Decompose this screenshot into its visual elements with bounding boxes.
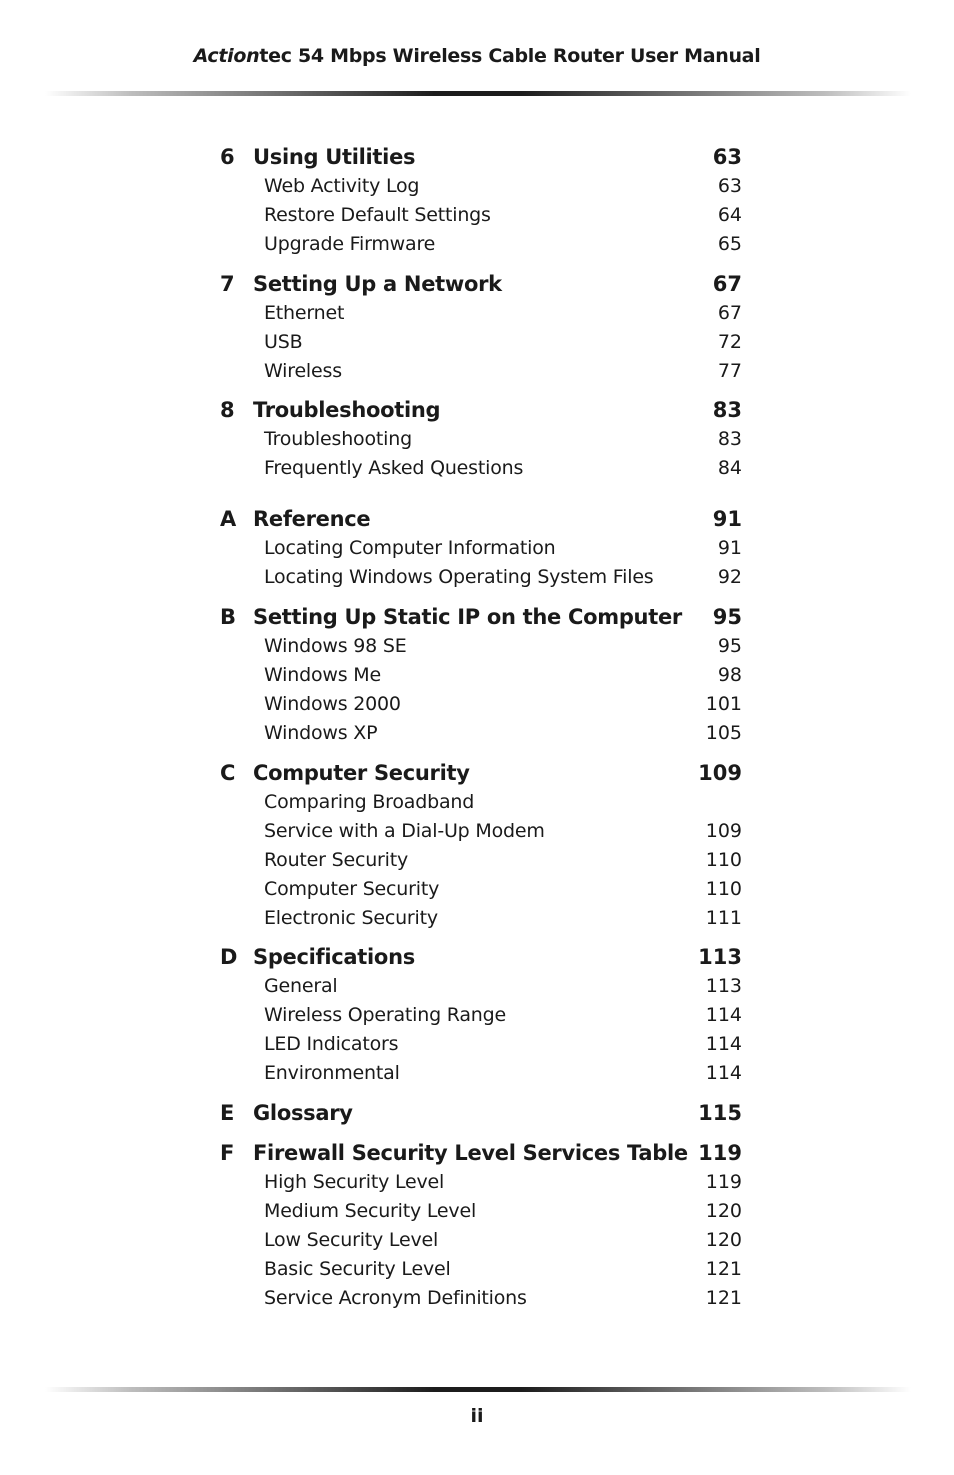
section-heading[interactable] [220,1101,742,1131]
entry-page: 109 [705,820,742,842]
entry-label: Frequently Asked Questions [264,457,524,479]
toc-entry[interactable] [220,566,742,595]
toc-entry[interactable] [220,907,742,936]
page-number: ii [470,1405,484,1427]
entry-page: 64 [717,204,742,226]
toc-entry[interactable] [220,1171,742,1200]
entry-label: Locating Windows Operating System Files [264,566,654,588]
entry-label: Wireless [264,360,342,382]
toc-entry[interactable] [220,1229,742,1258]
entry-label: Environmental [264,1062,400,1084]
toc-entry[interactable] [220,537,742,566]
section-heading[interactable] [220,605,742,635]
entry-page: 91 [717,537,742,559]
toc-entry[interactable] [220,635,742,664]
entry-label: Windows 98 SE [264,635,407,657]
section-title: Specifications [253,945,415,969]
entry-page: 98 [717,664,742,686]
entry-label: LED Indicators [264,1033,399,1055]
section-heading[interactable] [220,398,742,428]
section-number: 7 [220,272,235,296]
running-header [0,45,954,67]
header-brand: Action [193,45,260,67]
toc-entry[interactable] [220,331,742,360]
entry-label: Comparing Broadband [264,791,475,813]
entry-page: 95 [717,635,742,657]
toc-entry[interactable] [220,360,742,389]
entry-page: 121 [705,1258,742,1280]
entry-page: 63 [717,175,742,197]
entry-page: 114 [705,1004,742,1026]
section-page: 91 [712,507,742,531]
section-number: E [220,1101,235,1125]
entry-page: 114 [705,1033,742,1055]
entry-page: 83 [717,428,742,450]
toc-entry[interactable] [220,1287,742,1316]
section-title: Reference [253,507,371,531]
toc-entry[interactable] [220,664,742,693]
section-number: B [220,605,237,629]
section-number: D [220,945,238,969]
section-heading[interactable] [220,945,742,975]
section-title: Setting Up a Network [253,272,502,296]
section-heading[interactable] [220,272,742,302]
section-page: 95 [712,605,742,629]
toc-entry[interactable] [220,302,742,331]
toc-section [220,398,742,486]
section-title: Using Utilities [253,145,416,169]
entry-label: Upgrade Firmware [264,233,436,255]
toc-entry[interactable] [220,693,742,722]
section-title: Setting Up Static IP on the Computer [253,605,682,629]
toc-entry[interactable] [220,204,742,233]
entry-label: Locating Computer Information [264,537,556,559]
entry-page: 77 [717,360,742,382]
entry-page: 72 [717,331,742,353]
entry-label: Web Activity Log [264,175,420,197]
section-heading[interactable] [220,145,742,175]
entry-label: USB [264,331,303,353]
section-page: 83 [712,398,742,422]
toc-entry[interactable] [220,975,742,1004]
entry-page: 101 [705,693,742,715]
section-page: 115 [698,1101,742,1125]
toc-entry[interactable] [220,849,742,878]
section-page: 63 [712,145,742,169]
entry-page: 121 [705,1287,742,1309]
toc-entry[interactable] [220,791,742,820]
entry-label: Medium Security Level [264,1200,477,1222]
toc-entry[interactable] [220,878,742,907]
entry-page: 111 [705,907,742,929]
entry-label: Router Security [264,849,409,871]
entry-label: Basic Security Level [264,1258,451,1280]
toc-entry[interactable] [220,722,742,751]
entry-page: 114 [705,1062,742,1084]
entry-label: Restore Default Settings [264,204,491,226]
entry-label: Troubleshooting [264,428,412,450]
section-number: F [220,1141,235,1165]
toc-entry[interactable] [220,428,742,457]
entry-page: 120 [705,1229,742,1251]
toc-entry[interactable] [220,457,742,486]
section-heading[interactable] [220,1141,742,1171]
header-rule [45,91,911,96]
entry-label: Service with a Dial-Up Modem [264,820,545,842]
entry-label: Electronic Security [264,907,438,929]
entry-page: 120 [705,1200,742,1222]
section-title: Computer Security [253,761,470,785]
toc-section [220,605,742,751]
entry-page: 67 [717,302,742,324]
section-page: 119 [698,1141,742,1165]
entry-label: Windows 2000 [264,693,401,715]
entry-page: 119 [705,1171,742,1193]
section-number: A [220,507,237,531]
toc-entry[interactable] [220,233,742,262]
toc-section [220,1141,742,1316]
entry-page: 110 [705,878,742,900]
entry-label: Windows Me [264,664,381,686]
toc-entry[interactable] [220,1258,742,1287]
header-title-rest: tec 54 Mbps Wireless Cable Router User Manual [259,45,761,67]
toc-section [220,945,742,1091]
toc-entry[interactable] [220,1200,742,1229]
toc-entry[interactable] [220,820,742,849]
toc-entry[interactable] [220,175,742,204]
section-heading[interactable] [220,761,742,791]
toc-entry[interactable] [220,1033,742,1062]
section-page: 113 [698,945,742,969]
toc-section [220,507,742,595]
entry-label: High Security Level [264,1171,445,1193]
entry-page: 65 [717,233,742,255]
entry-label: Ethernet [264,302,345,324]
entry-label: Low Security Level [264,1229,439,1251]
section-title: Troubleshooting [253,398,441,422]
entry-page: 110 [705,849,742,871]
entry-page: 113 [705,975,742,997]
toc-entry[interactable] [220,1004,742,1033]
section-number: 6 [220,145,235,169]
section-number: C [220,761,236,785]
toc-entry[interactable] [220,1062,742,1091]
toc-section [220,761,742,936]
section-title: Glossary [253,1101,353,1125]
toc-section [220,1101,742,1131]
section-page: 109 [698,761,742,785]
entry-label: Windows XP [264,722,378,744]
toc-section [220,145,742,262]
section-heading[interactable] [220,507,742,537]
footer-rule [45,1387,911,1392]
section-number: 8 [220,398,235,422]
toc-section [220,272,742,389]
entry-label: Service Acronym Definitions [264,1287,527,1309]
section-title: Firewall Security Level Services Table [253,1141,688,1165]
entry-label: General [264,975,338,997]
section-page: 67 [712,272,742,296]
entry-label: Computer Security [264,878,440,900]
entry-page: 105 [705,722,742,744]
entry-page: 84 [717,457,742,479]
entry-page: 92 [717,566,742,588]
entry-label: Wireless Operating Range [264,1004,506,1026]
